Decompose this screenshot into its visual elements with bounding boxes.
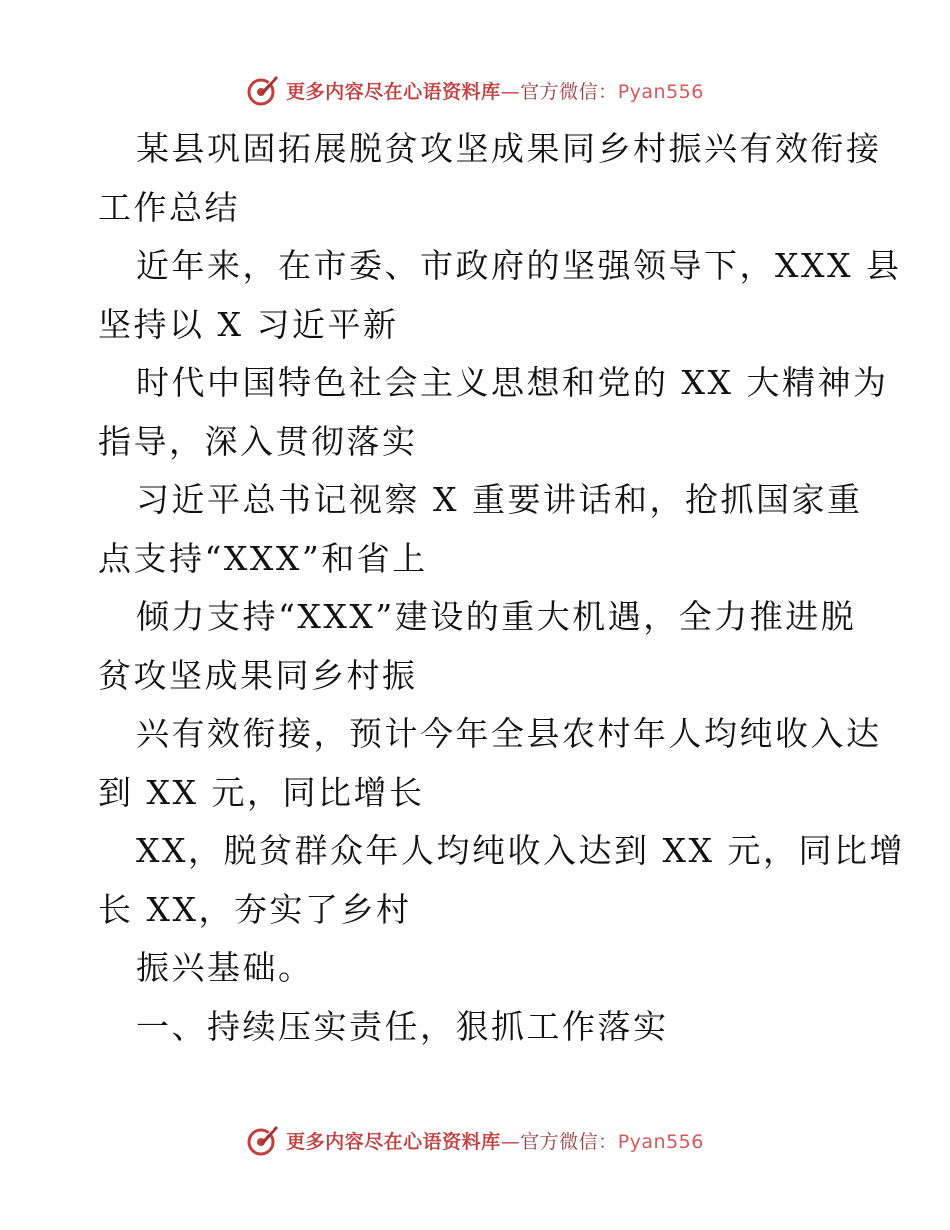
document-body: [98, 120, 905, 1056]
watermark-main: 更多内容尽在心语资料库: [286, 80, 501, 103]
watermark-sub: 官方微信：: [520, 1130, 618, 1153]
watermark-text: [286, 1127, 704, 1154]
watermark-sub: 官方微信：: [520, 80, 618, 103]
watermark-dash: —: [500, 80, 521, 103]
paragraph-line: 倾力支持“XXX”建设的重大机遇，全力推进脱: [136, 597, 857, 636]
paragraph-line: 近年来，在市委、市政府的坚强领导下，XXX 县: [136, 246, 902, 285]
paragraph-line: XX，脱贫群众年人均纯收入达到 XX 元，同比增: [136, 831, 905, 870]
paragraph-line: 长 XX，夯实了乡村: [98, 889, 412, 929]
paragraph-line: 习近平总书记视察 X 重要讲话和，抢抓国家重: [136, 480, 863, 519]
quill-logo-icon: [246, 73, 280, 107]
watermark-id: Pyan556: [617, 80, 704, 103]
header-watermark: [0, 70, 950, 110]
paragraph-line: 指导，深入贯彻落实: [98, 421, 418, 461]
document-title-line-2: 工作总结: [98, 187, 240, 227]
paragraph-line: 时代中国特色社会主义思想和党的 XX 大精神为: [136, 363, 889, 402]
watermark-id: Pyan556: [617, 1130, 704, 1153]
paragraph-line: 点支持“XXX”和省上: [98, 538, 428, 578]
paragraph-line: 贫攻坚成果同乡村振: [98, 655, 418, 695]
paragraph-line: 到 XX 元，同比增长: [98, 772, 425, 812]
watermark-text: [286, 77, 704, 104]
section-heading: 一、持续压实责任，狠抓工作落实: [136, 1006, 669, 1046]
paragraph-line: 坚持以 X 习近平新: [98, 304, 399, 344]
quill-logo-icon: [246, 1123, 280, 1157]
document-title-line-1: 某县巩固拓展脱贫攻坚成果同乡村振兴有效衔接: [136, 129, 882, 168]
footer-watermark: [0, 1120, 950, 1160]
paragraph-line: 兴有效衔接，预计今年全县农村年人均纯收入达: [136, 714, 882, 753]
paragraph-line: 振兴基础。: [136, 948, 314, 987]
watermark-main: 更多内容尽在心语资料库: [286, 1130, 501, 1153]
watermark-dash: —: [500, 1130, 521, 1153]
